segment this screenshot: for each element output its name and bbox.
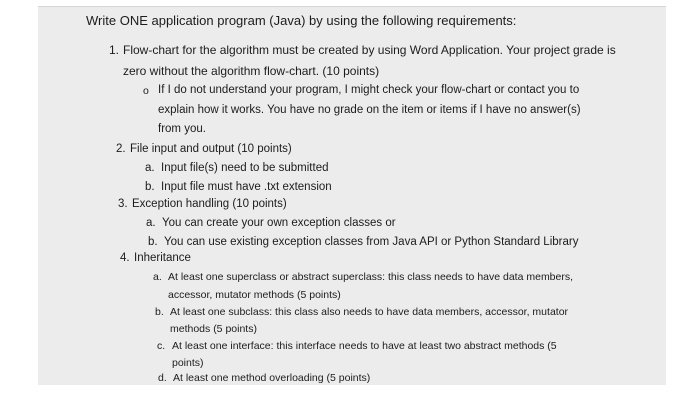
item-3a-text: You can create your own exception classes or	[162, 217, 396, 229]
item-3-number: 3.	[118, 198, 128, 210]
bullet-line-1: If I do not understand your program, I might check your flow-chart or contact you to	[158, 84, 580, 96]
item-4-number: 4.	[120, 252, 130, 264]
bullet-line-2: explain how it works. You have no grade on the item or items if I have no answer(s)	[158, 104, 581, 116]
item-4b-letter: b.	[155, 306, 164, 318]
item-1-number: 1.	[109, 43, 120, 57]
item-2a-text: Input file(s) need to be submitted	[161, 162, 329, 174]
item-4d-letter: d.	[158, 372, 167, 384]
item-2-number: 2.	[116, 143, 126, 155]
item-3a-letter: a.	[146, 217, 156, 229]
item-1-line-1: Flow-chart for the algorithm must be created by using Word Application. Your project grade is	[123, 43, 616, 57]
item-4c-line-1: At least one interface: this interface needs to have at least two abstract methods (5	[172, 340, 557, 352]
item-4d-line-1: At least one method overloading (5 points)	[173, 372, 371, 384]
item-3-heading: Exception handling (10 points)	[132, 198, 287, 210]
item-4b-line-2: methods (5 points)	[170, 323, 257, 335]
requirements-sheet	[38, 6, 666, 385]
hollow-bullet-marker: o	[143, 85, 149, 97]
item-2b-letter: b.	[145, 181, 155, 193]
item-4c-letter: c.	[157, 340, 166, 352]
item-4b-line-1: At least one subclass: this class also needs to have data members, accessor, mutator	[170, 306, 569, 318]
item-3b-text: You can use existing exception classes from Java API or Python Standard Library	[164, 236, 579, 248]
item-1-line-2: zero without the algorithm flow-chart. (10 points)	[123, 64, 380, 78]
item-2-heading: File input and output (10 points)	[130, 143, 292, 155]
item-2a-letter: a.	[145, 162, 155, 174]
item-3b-letter: b.	[148, 236, 158, 248]
item-4-heading: Inheritance	[134, 252, 191, 264]
item-4c-line-2: points)	[172, 357, 204, 369]
bullet-line-3: from you.	[158, 123, 206, 135]
item-4a-letter: a.	[153, 271, 162, 283]
item-4a-line-1: At least one superclass or abstract superclass: this class needs to have data members,	[168, 271, 574, 283]
item-4a-line-2: accessor, mutator methods (5 points)	[168, 289, 341, 301]
document-title: Write ONE application program (Java) by using the following requirements:	[86, 13, 517, 28]
item-2b-text: Input file must have .txt extension	[161, 181, 332, 193]
